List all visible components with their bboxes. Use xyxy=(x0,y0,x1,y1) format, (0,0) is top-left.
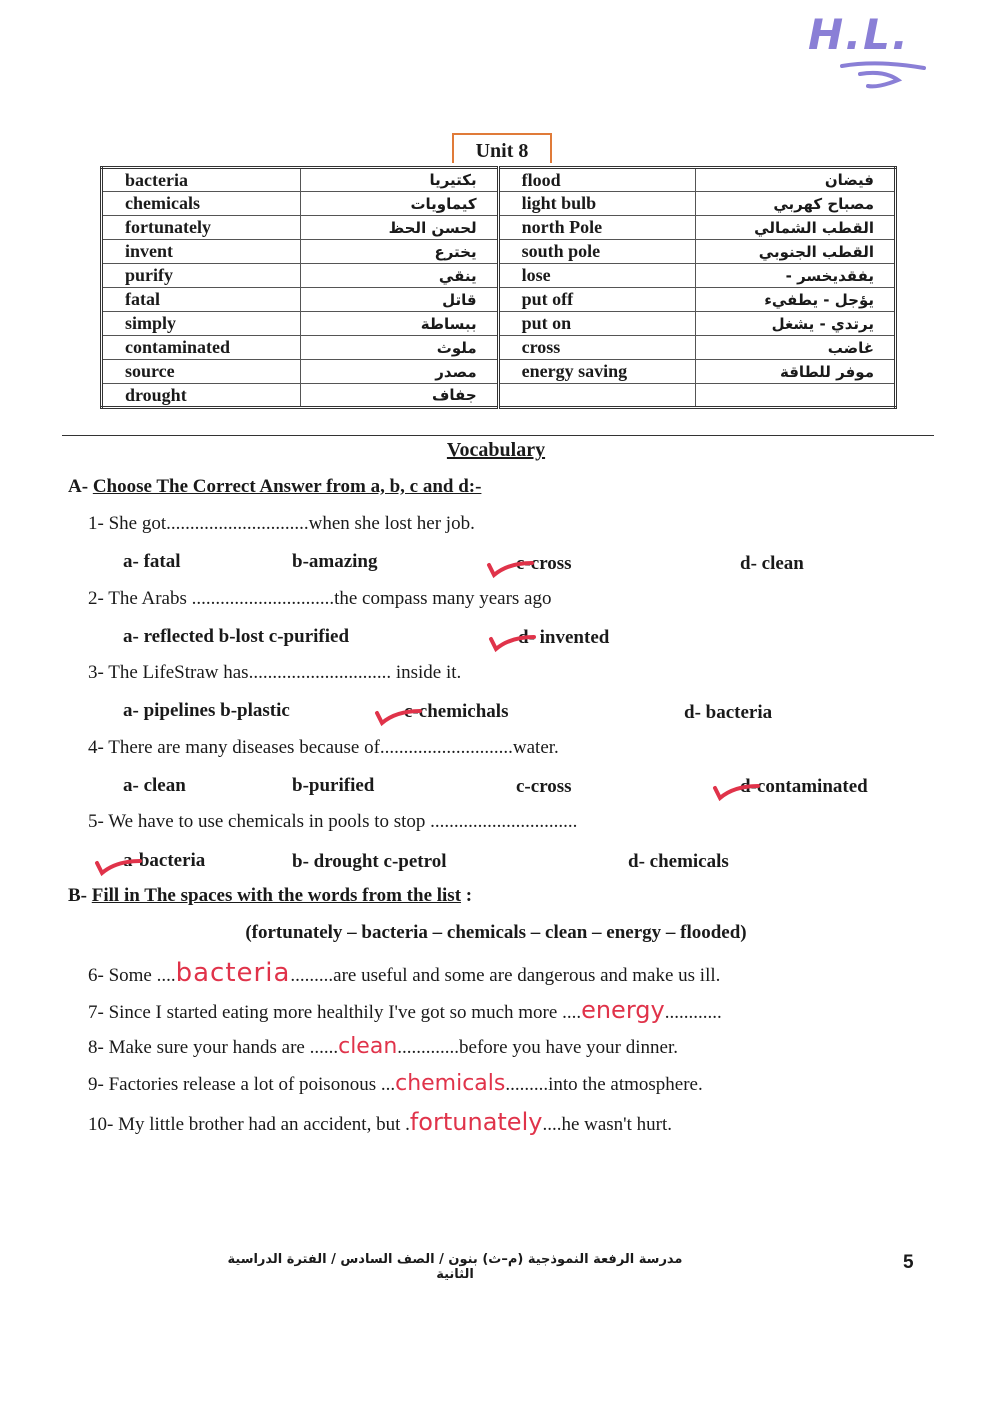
vocab-english-word xyxy=(498,384,695,408)
vocab-arabic-meaning: موفر للطاقة xyxy=(695,360,895,384)
vocab-arabic-meaning: ببساطة xyxy=(301,312,498,336)
vocab-arabic-meaning: قاتل xyxy=(301,288,498,312)
vocab-english-word: fatal xyxy=(102,288,301,312)
vocab-arabic-meaning: القطب الشمالي xyxy=(695,216,895,240)
question-6: 6- Some ....bacteria.........are useful and some are dangerous and make us ill. xyxy=(88,958,721,988)
vocab-english-word: put on xyxy=(498,312,695,336)
vocab-arabic-meaning: مصدر xyxy=(301,360,498,384)
footer-school-info: مدرسة الرفعة النموذجية (م–ث) بنون / الصف السادس / الفترة الدراسية الثانية xyxy=(227,1252,683,1282)
grade-mark: H.L. xyxy=(808,10,910,59)
checkmark-icon xyxy=(712,780,762,802)
vocab-arabic-meaning: غاضب xyxy=(695,336,895,360)
question-4: 4- There are many diseases because of............................water. xyxy=(88,737,559,758)
vocab-english-word: cross xyxy=(498,336,695,360)
vocab-arabic-meaning: يؤجل - يطفيء xyxy=(695,288,895,312)
question-10: 10- My little brother had an accident, but .fortunately....he wasn't hurt. xyxy=(88,1108,672,1136)
q1-option-a[interactable]: a- fatal xyxy=(123,551,181,572)
vocab-arabic-meaning: يرتدي - يشغل xyxy=(695,312,895,336)
vocab-arabic-meaning: ملوث xyxy=(301,336,498,360)
answer-10[interactable]: fortunately xyxy=(409,1108,543,1136)
q4-option-a[interactable]: a- clean xyxy=(123,775,186,796)
vocab-row xyxy=(102,240,896,264)
vocabulary-table xyxy=(100,166,897,409)
vocab-arabic-meaning: القطب الجنوبي xyxy=(695,240,895,264)
vocab-arabic-meaning: كيماويات xyxy=(301,192,498,216)
vocab-arabic-meaning: يفقديخسر - xyxy=(695,264,895,288)
vocab-row xyxy=(102,312,896,336)
vocab-english-word: drought xyxy=(102,384,301,408)
checkmark-icon xyxy=(488,631,538,653)
vocab-arabic-meaning: بكتيريا xyxy=(301,168,498,192)
section-b-heading: B- Fill in The spaces with the words from the list : xyxy=(68,885,473,906)
q3-options-ab[interactable]: a- pipelines b-plastic xyxy=(123,700,290,721)
vocab-english-word: simply xyxy=(102,312,301,336)
q1-option-d[interactable]: d- clean xyxy=(740,553,804,574)
vocab-arabic-meaning: مصباح كهربي xyxy=(695,192,895,216)
vocab-arabic-meaning: يخترع xyxy=(301,240,498,264)
q4-option-b[interactable]: b-purified xyxy=(292,775,375,796)
grade-underline-icon xyxy=(838,58,928,90)
question-2: 2- The Arabs ..............................the compass many years ago xyxy=(88,588,552,609)
vocab-english-word: south pole xyxy=(498,240,695,264)
answer-7[interactable]: energy xyxy=(581,996,665,1024)
divider xyxy=(62,435,934,436)
vocab-english-word: fortunately xyxy=(102,216,301,240)
question-1: 1- She got..............................when she lost her job. xyxy=(88,513,475,534)
vocab-english-word: contaminated xyxy=(102,336,301,360)
q4-option-c[interactable]: c-cross xyxy=(516,776,572,797)
q5-option-a[interactable]: a-bacteria xyxy=(123,850,206,871)
question-3: 3- The LifeStraw has.............................. inside it. xyxy=(88,662,462,683)
page-number: 5 xyxy=(903,1252,914,1273)
q5-options-bc[interactable]: b- drought c-petrol xyxy=(292,851,447,872)
q3-option-d[interactable]: d- bacteria xyxy=(684,702,773,723)
vocab-row xyxy=(102,264,896,288)
vocab-english-word: flood xyxy=(498,168,695,192)
checkmark-icon xyxy=(486,557,536,579)
vocab-arabic-meaning xyxy=(695,384,895,408)
q5-option-d[interactable]: d- chemicals xyxy=(628,851,729,872)
unit-title: Unit 8 xyxy=(475,140,529,162)
vocab-english-word: bacteria xyxy=(102,168,301,192)
question-7: 7- Since I started eating more healthily I've got so much more ....energy............ xyxy=(88,996,722,1024)
vocab-english-word: north Pole xyxy=(498,216,695,240)
q4-option-d[interactable]: d-contaminated xyxy=(740,776,868,797)
question-9: 9- Factories release a lot of poisonous ...chemicals.........into the atmosphere. xyxy=(88,1071,703,1096)
q1-option-b[interactable]: b-amazing xyxy=(292,551,378,572)
vocab-row xyxy=(102,168,896,192)
checkmark-icon xyxy=(374,705,424,727)
q2-option-d[interactable]: d- invented xyxy=(518,627,610,648)
section-a-title: Choose The Correct Answer from a, b, c and d:- xyxy=(92,476,482,497)
vocab-row xyxy=(102,216,896,240)
vocab-row xyxy=(102,336,896,360)
vocab-arabic-meaning: فيضان xyxy=(695,168,895,192)
vocab-english-word: lose xyxy=(498,264,695,288)
answer-8[interactable]: clean xyxy=(338,1034,398,1059)
vocab-row xyxy=(102,192,896,216)
vocabulary-heading: Vocabulary xyxy=(446,439,546,461)
checkmark-icon xyxy=(94,855,144,877)
answer-6[interactable]: bacteria xyxy=(175,958,291,988)
q2-options-abc[interactable]: a- reflected b-lost c-purified xyxy=(123,626,350,647)
vocab-row xyxy=(102,288,896,312)
word-list: (fortunately – bacteria – chemicals – clean – energy – flooded) xyxy=(245,922,747,943)
vocab-english-word: chemicals xyxy=(102,192,301,216)
vocab-english-word: energy saving xyxy=(498,360,695,384)
q1-option-c[interactable]: c-cross xyxy=(516,553,572,574)
answer-9[interactable]: chemicals xyxy=(395,1071,506,1096)
vocab-row xyxy=(102,384,896,408)
vocab-english-word: light bulb xyxy=(498,192,695,216)
vocab-english-word: invent xyxy=(102,240,301,264)
section-a-heading: A- Choose The Correct Answer from a, b, c and d:- xyxy=(68,476,482,497)
vocab-english-word: source xyxy=(102,360,301,384)
vocab-arabic-meaning: لحسن الحظ xyxy=(301,216,498,240)
vocab-arabic-meaning: ينقي xyxy=(301,264,498,288)
vocab-english-word: put off xyxy=(498,288,695,312)
vocab-arabic-meaning: جفاف xyxy=(301,384,498,408)
q3-option-c[interactable]: c-chemichals xyxy=(404,701,509,722)
question-5: 5- We have to use chemicals in pools to stop ............................... xyxy=(88,811,578,832)
section-b-title: Fill in The spaces with the words from the list xyxy=(91,885,462,906)
vocab-row xyxy=(102,360,896,384)
question-8: 8- Make sure your hands are ......clean.............before you have your dinner. xyxy=(88,1034,678,1059)
vocab-english-word: purify xyxy=(102,264,301,288)
